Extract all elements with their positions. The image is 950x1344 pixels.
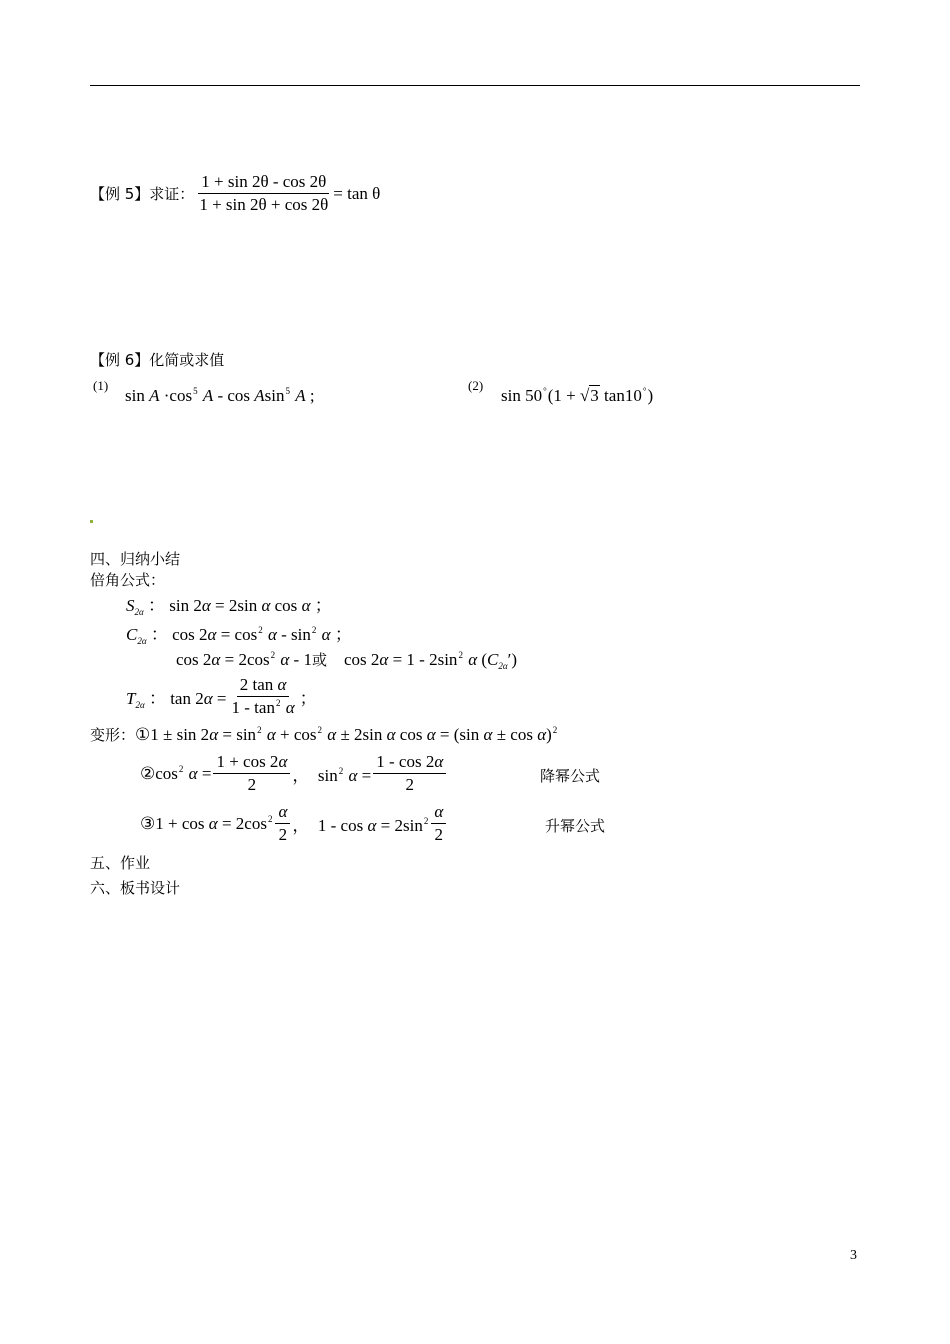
example-5 (90, 172, 380, 215)
example-6-item2-expression: sin 50°(1 + √3 tan10°) (501, 386, 654, 405)
formula-c2a: $C_{2\alpha}$ ： $\cos 2\alpha = \cos^2 \alpha - \sin^2 \alpha$ ； (126, 625, 352, 646)
variant-3: ③1 + $\cos \alpha = 2\cos^2$ $\frac{\alpha}{2}$ ， $1 - \cos \alpha = 2\sin^2$ $\frac{\alpha}{2}$ (140, 802, 448, 845)
variant-2: $②\cos^2$ α = $\frac{1 + \cos 2\alpha}{2}$ ， $\sin^2 \alpha$ = $\frac{1 - \cos 2\alpha}{2}$ (140, 752, 448, 795)
homework-heading: 五、作业 (90, 854, 151, 872)
raise-power-label: 升幂公式 (545, 817, 606, 835)
summary-heading: 四、归纳小结 (90, 550, 181, 568)
example-5-numerator: 1 + sin 2θ - cos 2θ (198, 172, 329, 194)
example-6-label: 【例 6】化简或求值 (90, 351, 225, 369)
variant-label: 变形： (90, 726, 136, 744)
formula-t2a: $T_{2\alpha}$ ： tan 2α = $\frac{\text{2 tan α}}{1 - \tan^2 \alpha}$ ； (126, 675, 317, 717)
double-angle-heading: 倍角公式： (90, 571, 166, 589)
example-6-item2-number: (2) (468, 378, 484, 393)
variant-1: 变形： ①1 ± $\sin 2\alpha = \sin^2 \alpha + \cos^2 \alpha \pm 2\sin$ α cos α = (sin α ± cos α)$^2$ (90, 724, 558, 744)
header-rule (90, 85, 860, 86)
example-6-item1-number: (1) (93, 378, 109, 393)
formula-c2a-variants: $\cos 2\alpha = 2\cos^2$ α - 1或 $\cos 2\alpha = 1 - 2\sin^2$ α $(C_{2\alpha}')$ (176, 650, 518, 671)
example-5-fraction (196, 172, 331, 215)
or-text: 或 (311, 651, 327, 669)
page-number: 3 (850, 1248, 857, 1263)
formula-s2a: $S_{2\alpha}$ ： sin 2α = 2sin α cos α ； (126, 596, 332, 617)
example-6-item1-expression: $\sin A \cdot\cos^5$ A - cos Asin$^5$ A ; (125, 386, 315, 405)
decorative-dot (90, 520, 93, 523)
t2a-fraction: $\frac{\text{2 tan α}}{1 - \tan^2 \alpha}$ (231, 675, 295, 717)
board-design-heading: 六、板书设计 (90, 879, 181, 897)
example-5-rhs: = tan θ (333, 183, 381, 203)
reduce-power-label: 降幂公式 (540, 767, 601, 785)
example-5-denominator: 1 + sin 2θ + cos 2θ (199, 195, 329, 214)
example-5-label: 【例 5】求证： (90, 185, 195, 203)
